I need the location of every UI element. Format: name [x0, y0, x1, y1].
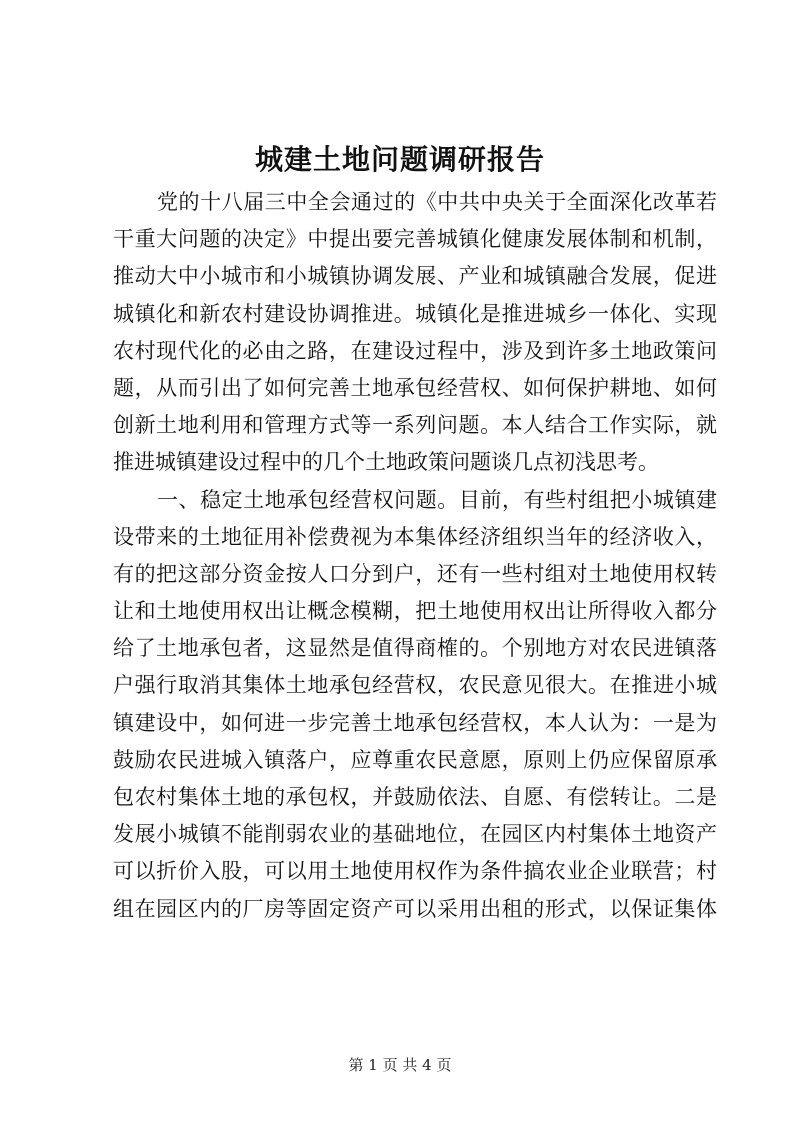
text-line: 可以折价入股，可以用土地使用权作为条件搞农业企业联营；村: [113, 859, 717, 884]
document-body: [113, 184, 717, 928]
text-line: 推进城镇建设过程中的几个土地政策问题谈几点初浅思考。: [113, 450, 659, 475]
text-line: 设带来的土地征用补偿费视为本集体经济组织当年的经济收入，: [113, 524, 717, 549]
text-line: 有的把这部分资金按人口分到户，还有一些村组对土地使用权转: [113, 561, 717, 586]
document-title: 城建土地问题调研报告: [254, 143, 545, 176]
page-footer: 第 1 页 共 4 页: [348, 1056, 452, 1074]
paragraph-1: [113, 184, 717, 482]
text-line: 推动大中小城市和小城镇协调发展、产业和城镇融合发展，促进: [113, 264, 717, 289]
text-line: 让和土地使用权出让概念模糊，把土地使用权出让所得收入都分: [113, 599, 717, 624]
text-line: 农村现代化的必由之路，在建设过程中，涉及到许多土地政策问: [113, 338, 717, 363]
text-line: 组在园区内的厂房等固定资产可以采用出租的形式，以保证集体: [113, 896, 717, 921]
text-line: 题，从而引出了如何完善土地承包经营权、如何保护耕地、如何: [113, 375, 717, 400]
text-line: 城镇化和新农村建设协调推进。城镇化是推进城乡一体化、实现: [113, 301, 717, 326]
text-line: 党的十八届三中全会通过的《中共中央关于全面深化改革若: [157, 190, 717, 214]
text-line: 镇建设中，如何进一步完善土地承包经营权，本人认为：一是为: [113, 710, 717, 735]
text-line: 发展小城镇不能削弱农业的基础地位，在园区内村集体土地资产: [113, 822, 717, 847]
text-line: 一、稳定土地承包经营权问题。目前，有些村组把小城镇建: [157, 487, 717, 512]
text-line: 户强行取消其集体土地承包经营权，农民意见很大。在推进小城: [113, 673, 717, 698]
text-line: 鼓励农民进城入镇落户，应尊重农民意愿，原则上仍应保留原承: [113, 747, 717, 772]
text-line: 给了土地承包者，这显然是值得商榷的。个别地方对农民进镇落: [113, 636, 717, 661]
paragraph-2: [113, 482, 717, 928]
text-line: 创新土地利用和管理方式等一系列问题。本人结合工作实际，就: [113, 413, 717, 438]
text-line: 干重大问题的决定》中提出要完善城镇化健康发展体制和机制，: [113, 227, 717, 252]
text-line: 包农村集体土地的承包权，并鼓励依法、自愿、有偿转让。二是: [113, 785, 717, 809]
